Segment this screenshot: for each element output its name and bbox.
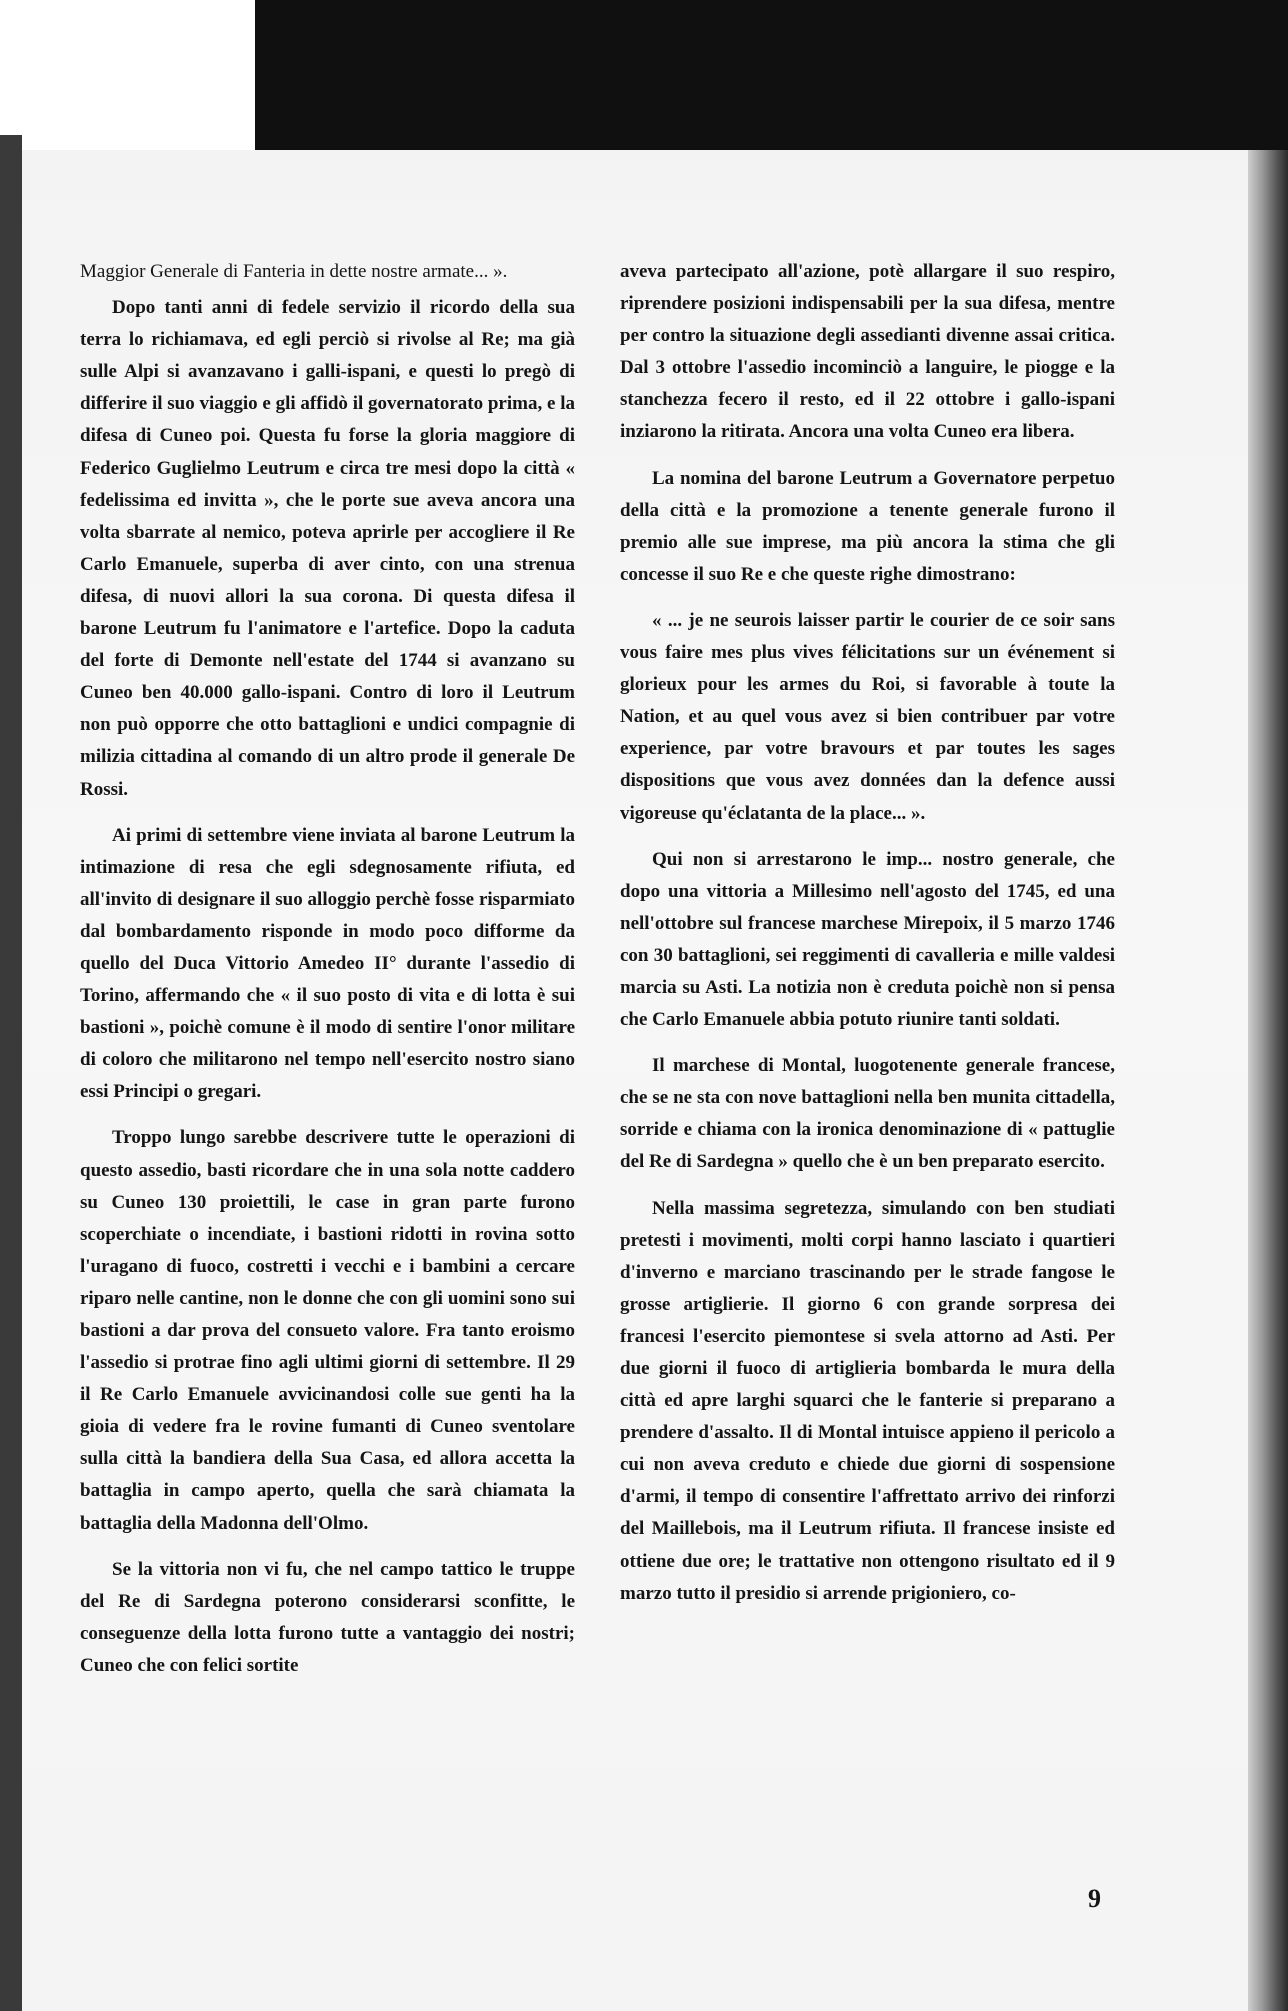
- quote-paragraph: « ... je ne seurois laisser partir le courier de ce soir sans vous faire mes plus vives félicitations sur un événement si glorieux pour les armes du Roi, si favorable à toute la Nation, et au quel vous avez si bien contribuer par votre experience, par votre bravours et par toutes les sages dispositions que vous avez données dan la defence aussi vigoreuse qu'éclatanta de la place... ».: [620, 609, 1115, 824]
- paragraph: aveva partecipato all'azione, potè allargare il suo respiro, riprendere posizioni indispensabili per la sua difesa, mentre per contro la situazione degli assedianti divenne assai critica. Dal 3 ottobre l'assedio incominciò a languire, le piogge e la stanchezza fecero il resto, ed il 22 ottobre i gallo-ispani inziarono la ritirata. Ancora una volta Cuneo era libera.: [620, 261, 1115, 443]
- paragraph: Ai primi di settembre viene inviata al barone Leutrum la intimazione di resa che egli sdegnosamente rifiuta, ed all'invito di designare il suo alloggio perchè fosse risparmiato dal bombardamento risponde in modo poco difforme da quello del Duca Vittorio Amedeo II° durante l'assedio di Torino, affermando che « il suo posto di vita e di lotta è sui bastioni », poichè comune è il modo di sentire l'onor militare di coloro che militarono nel tempo nell'esercito nostro siano essi Principi o gregari.: [80, 824, 575, 1103]
- paragraph: Dopo tanti anni di fedele servizio il ricordo della sua terra lo richiamava, ed egli perciò si rivolse al Re; ma già sulle Alpi si avanzavano i galli-ispani, e questi lo pregò di differire il suo viaggio e gli affidò il governatorato prima, e la difesa di Cuneo poi. Questa fu forse la gloria maggiore di Federico Guglielmo Leutrum e circa tre mesi dopo la città « fedelissima ed invitta », che le porte sue aveva ancora una volta sbarrate al nemico, poteva aprirle per accogliere il Re Carlo Emanuele, superba di aver cinto, con una strenua difesa, di nuovi allori la sua corona. Di questa difesa il barone Leutrum fu l'animatore e l'artefice. Dopo la caduta del forte di Demonte nell'estate del 1744 si avanzano su Cuneo ben 40.000 gallo-ispani. Contro di loro il Leutrum non può opporre che otto battaglioni e undici compagnie di milizia cittadina al comando di un altro prode il generale De Rossi.: [80, 297, 575, 800]
- paragraph: Il marchese di Montal, luogotenente generale francese, che se ne sta con nove battaglioni nella ben munita cittadella, sorride e chiama con la ironica denominazione di « pattuglie del Re di Sardegna » quello che è un ben preparato esercito.: [620, 1055, 1115, 1173]
- right-column: [620, 256, 1115, 1610]
- paragraph: Maggior Generale di Fanteria in dette nostre armate... ».: [80, 261, 508, 282]
- scan-border-left: [0, 135, 22, 2011]
- left-column: [80, 256, 575, 1682]
- paragraph: Qui non si arrestarono le imp... nostro generale, che dopo una vittoria a Millesimo nell'agosto del 1745, ed una nell'ottobre sul francese marchese Mirepoix, il 5 marzo 1746 con 30 battaglioni, sei reggimenti di cavalleria e mille valdesi marcia su Asti. La notizia non è creduta poichè non si pensa che Carlo Emanuele abbia potuto riunire tanti soldati.: [620, 848, 1115, 1031]
- paragraph: La nomina del barone Leutrum a Governatore perpetuo della città e la promozione a tenente generale furono il premio alle sue imprese, ma più ancora la stima che gli concesse il suo Re e che queste righe dimostrano:: [620, 467, 1115, 585]
- paragraph: Nella massima segretezza, simulando con ben studiati pretesti i movimenti, molti corpi hanno lasciato i quartieri d'inverno e marciano trascinando per le strade fangose le grosse artiglierie. Il giorno 6 con grande sorpresa dei francesi l'esercito piemontese si svela attorno ad Asti. Per due giorni il fuoco di artiglieria bombarda le mura della città ed apre larghi squarci che le fanterie si preparano a prendere d'assalto. Il di Montal intuisce appieno il pericolo a cui non aveva creduto e chiede due giorni di sospensione d'armi, il tempo di consentire l'affrettato arrivo dei rinforzi del Maillebois, ma il Leutrum rifiuta. Il francese insiste ed ottiene due ore; le trattative non ottengono risultato ed il 9 marzo tutto il presidio si arrende prigioniero, co-: [620, 1197, 1115, 1604]
- paragraph: Troppo lungo sarebbe descrivere tutte le operazioni di questo assedio, basti ricordare che in una sola notte caddero su Cuneo 130 proiettili, le case in gran parte furono scoperchiate o incendiate, i bastioni ridotti in rovina sotto l'uragano di fuoco, costretti i vecchi e i bambini a cercare riparo nelle cantine, non le donne che con gli uomini sono sui bastioni a dar prova del consueto valore. Fra tanto eroismo l'assedio si protrae fino agli ultimi giorni di settembre. Il 29 il Re Carlo Emanuele avvicinandosi colle sue genti ha la gioia di vedere fra le rovine fumanti di Cuneo sventolare sulla città la bandiera della Sua Casa, ed allora accetta la battaglia in campo aperto, quella che sarà chiamata la battaglia della Madonna dell'Olmo.: [80, 1127, 575, 1534]
- scan-margin-white: [0, 0, 255, 135]
- scan-border-top: [255, 0, 1288, 150]
- page-number: 9: [1088, 1884, 1101, 1913]
- paragraph: Se la vittoria non vi fu, che nel campo tattico le truppe del Re di Sardegna poterono considerarsi sconfitte, le conseguenze della lotta furono tutte a vantaggio dei nostri; Cuneo che con felici sortite: [80, 1558, 575, 1676]
- book-spine-shadow: [1248, 150, 1288, 2011]
